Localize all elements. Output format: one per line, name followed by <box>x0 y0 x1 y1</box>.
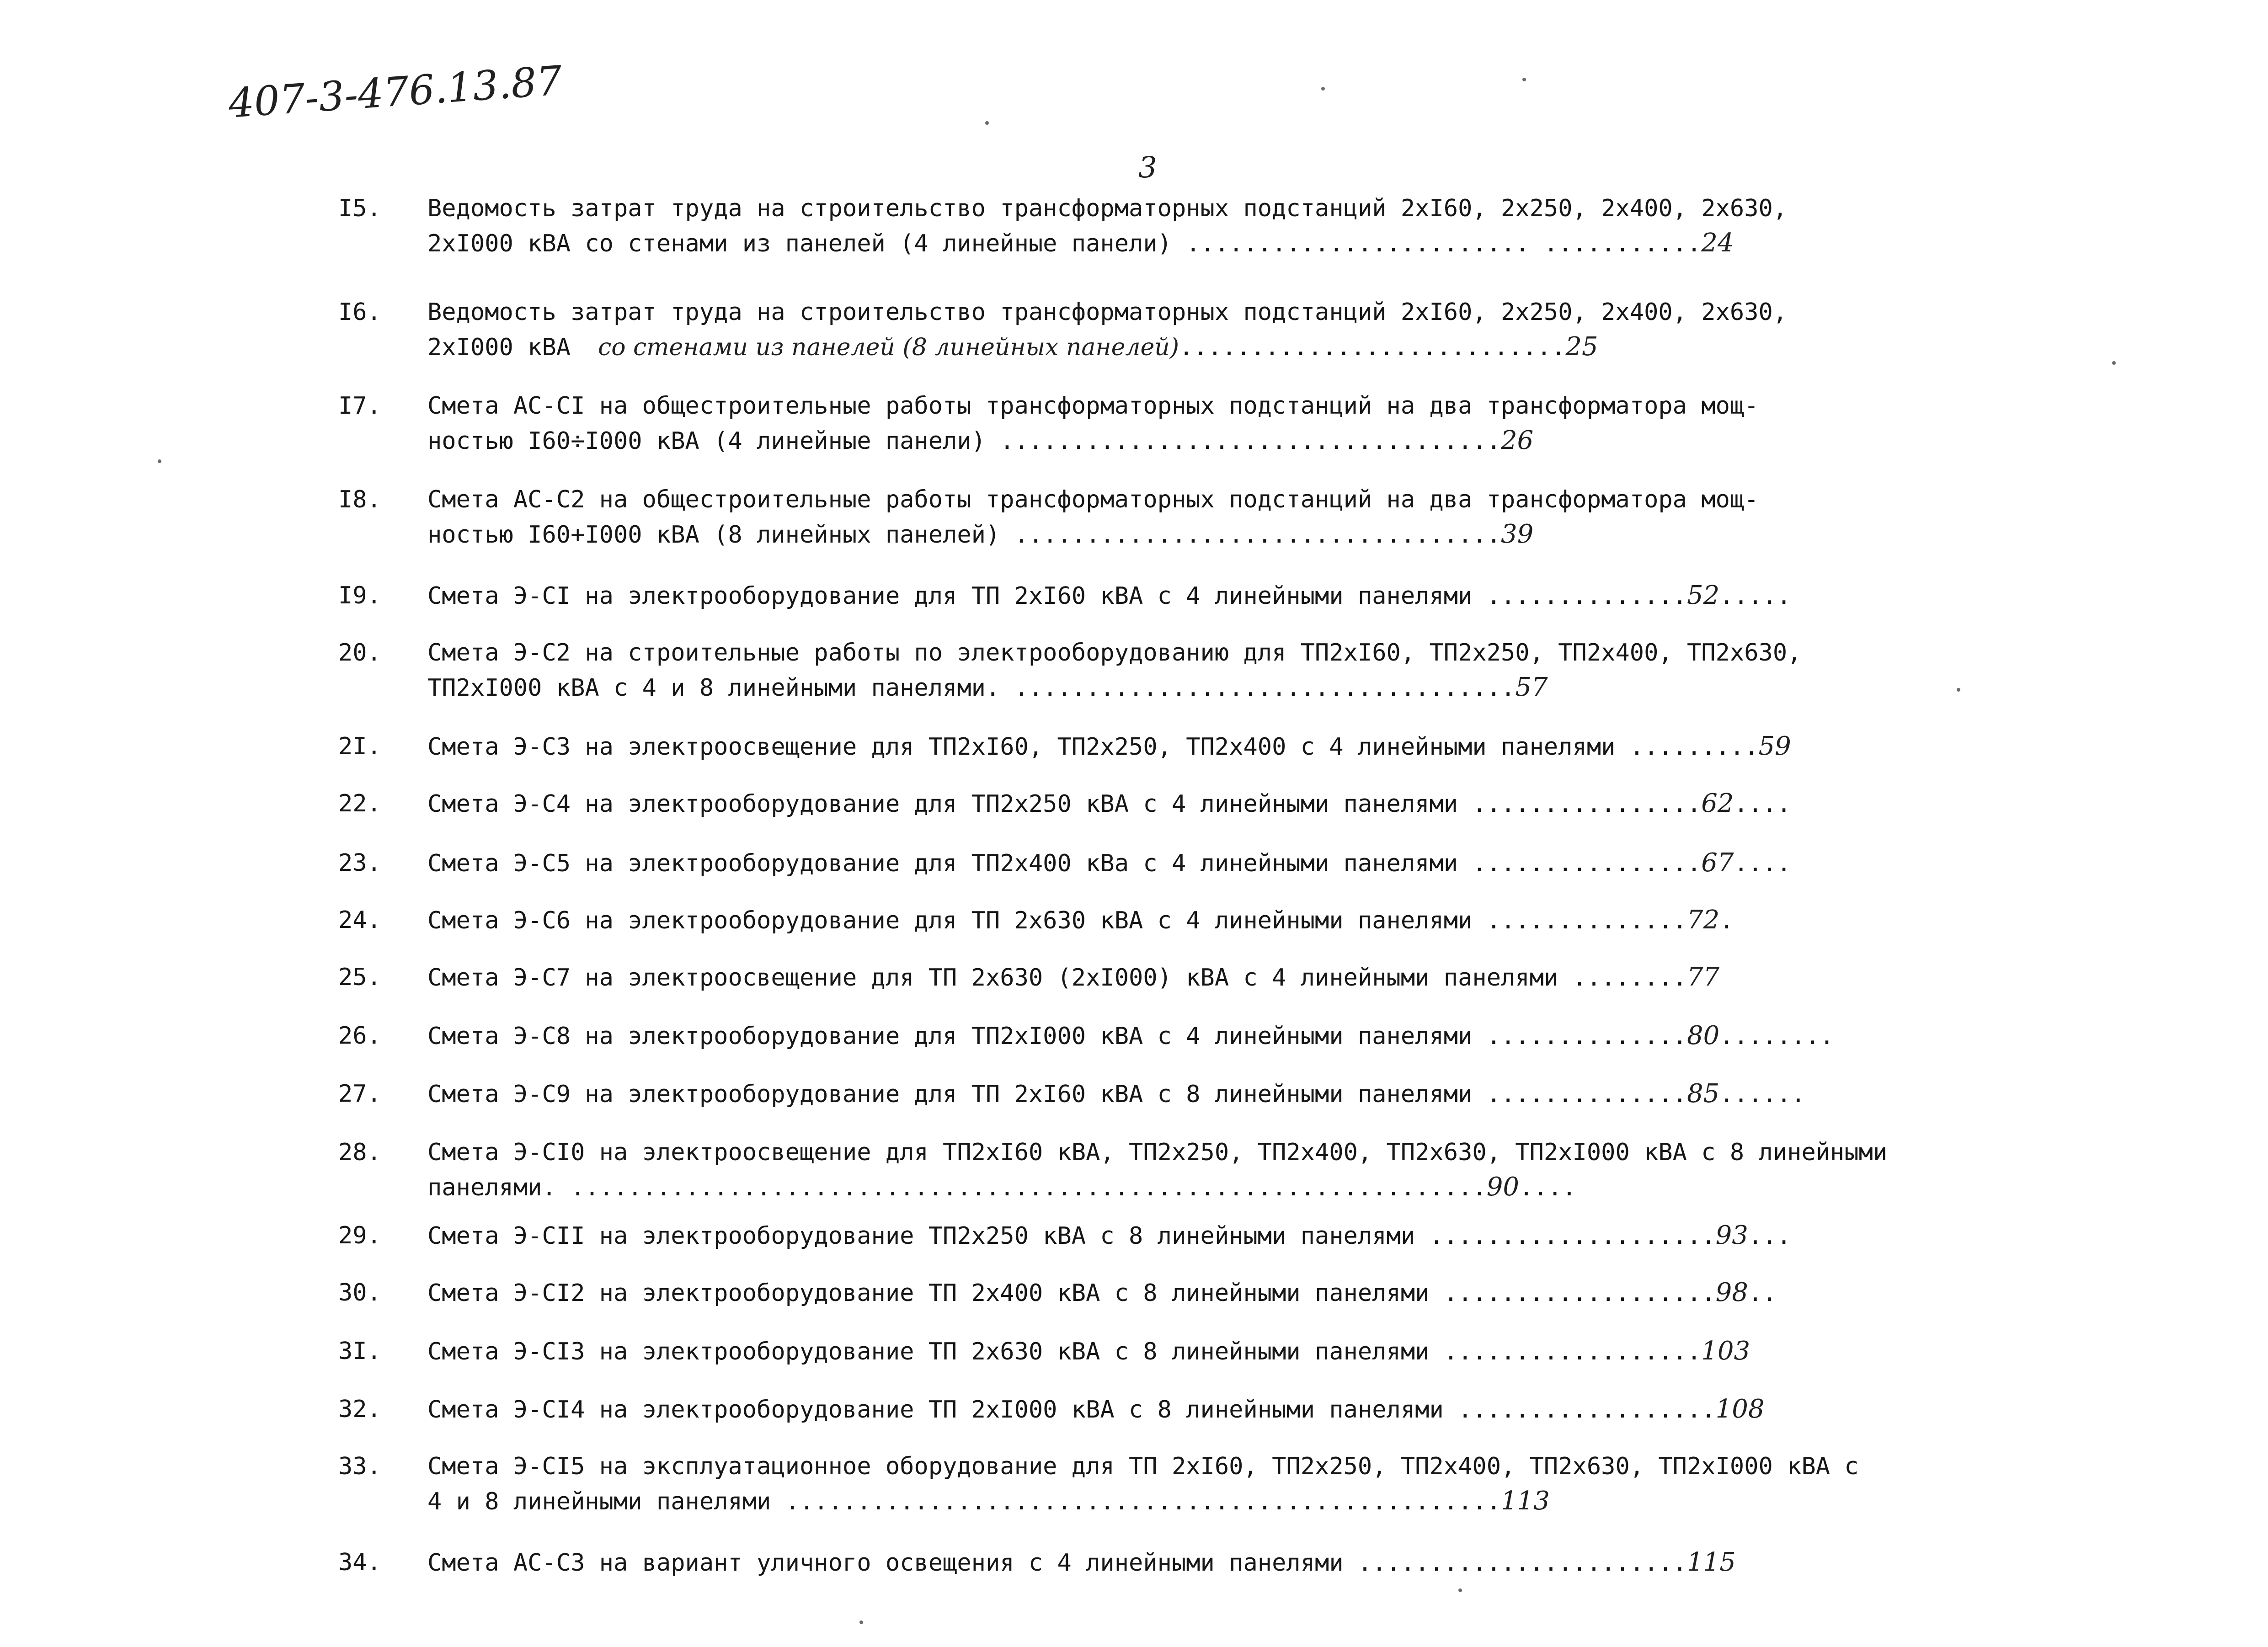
entry-line <box>427 1449 1859 1484</box>
entry-number: 27. <box>338 1080 381 1108</box>
entry-line <box>427 1545 1736 1580</box>
entry-text: Смета Э-СI2 на электрооборудование ТП 2х400 кВА с 8 линейными панелями ................... <box>427 1279 1716 1307</box>
scan-speck <box>1321 87 1325 91</box>
toc-entry <box>0 1275 2268 1310</box>
trailing-dots: .. <box>1748 1279 1777 1307</box>
page-reference: 113 <box>1501 1486 1550 1516</box>
entry-number: 28. <box>338 1139 381 1166</box>
toc-entry <box>0 389 2268 458</box>
entry-line <box>427 330 1598 365</box>
entry-line <box>427 191 1787 226</box>
scan-speck <box>1522 78 1526 81</box>
page-reference: 108 <box>1715 1394 1765 1424</box>
page-number: 3 <box>1138 151 1157 185</box>
entry-text: Смета Э-СII на электрооборудование ТП2х250 кВА с 8 линейными панелями .................... <box>427 1222 1716 1250</box>
entry-line <box>427 295 1787 330</box>
page-reference: 115 <box>1686 1547 1736 1577</box>
toc-entry <box>0 903 2268 938</box>
handwritten-text: со стенами из панелей (8 линейных панелей) <box>598 334 1179 361</box>
entry-number: 22. <box>338 790 381 817</box>
entry-text: Смета Э-СI5 на эксплуатационное оборудование для ТП 2хI60, ТП2х250, ТП2х400, ТП2х630, ТП2хI000 кВА с <box>427 1453 1859 1480</box>
scan-speck <box>985 121 989 125</box>
entry-text: Смета Э-С6 на электрооборудование для ТП 2х630 кВА с 4 линейными панелями .............. <box>427 907 1687 934</box>
entry-line <box>427 1484 1550 1519</box>
entry-text: ностью I60÷I000 кВА (4 линейные панели) ................................... <box>427 427 1501 455</box>
entry-line <box>427 960 1719 995</box>
entry-number: 3I. <box>338 1338 381 1365</box>
entry-number: 33. <box>338 1453 381 1480</box>
entry-text: Смета АС-СI на общестроительные работы трансформаторных подстанций на два трансформатора мощ- <box>427 392 1759 420</box>
toc-entry <box>0 635 2268 705</box>
entry-line <box>427 786 1791 821</box>
entry-line <box>427 1334 1750 1369</box>
entry-text: 4 и 8 линейными панелями .................................................. <box>427 1488 1501 1515</box>
toc-entry <box>0 482 2268 552</box>
toc-entry <box>0 1392 2268 1427</box>
entry-text: 2хI000 кВА со стенами из панелей (4 линейные панели) ........................ ........... <box>427 230 1702 257</box>
page-reference: 90 <box>1486 1172 1519 1202</box>
toc-entry <box>0 578 2268 613</box>
entry-text: Смета Э-С7 на электроосвещение для ТП 2х630 (2хI000) кВА с 4 линейными панелями ........ <box>427 964 1687 991</box>
page-reference: 62 <box>1701 789 1734 818</box>
page-reference: 98 <box>1715 1278 1748 1307</box>
trailing-dots: ... <box>1748 1222 1791 1250</box>
entry-text: Смета Э-С9 на электрооборудование для ТП 2хI60 кВА с 8 линейными панелями .............. <box>427 1081 1687 1108</box>
entry-text: Смета АС-С3 на вариант уличного освещения с 4 линейными панелями ....................... <box>427 1549 1687 1577</box>
entry-text: Ведомость затрат труда на строительство трансформаторных подстанций 2хI60, 2х250, 2х400, 2х630, <box>427 195 1788 222</box>
toc-entry <box>0 1334 2268 1369</box>
entry-text: Смета Э-СI на электрооборудование для ТП 2хI60 кВА с 4 линейными панелями .............. <box>427 582 1687 610</box>
entry-number: 2I. <box>338 733 381 760</box>
trailing-dots: . <box>1719 907 1734 934</box>
scan-speck <box>2112 361 2116 365</box>
toc-entry <box>0 191 2268 261</box>
entry-line <box>427 1275 1777 1311</box>
entry-number: I9. <box>338 582 381 609</box>
entry-number: I6. <box>338 298 381 326</box>
trailing-dots: ..... <box>1719 582 1791 610</box>
entry-line <box>427 729 1791 764</box>
toc-entry <box>0 1218 2268 1253</box>
entry-line <box>427 1170 1576 1205</box>
entry-line <box>427 389 1759 423</box>
entry-line <box>427 1218 1791 1253</box>
trailing-dots: .... <box>1734 850 1791 877</box>
page-reference: 85 <box>1686 1079 1720 1109</box>
entry-line <box>427 1077 1805 1112</box>
entry-number: I8. <box>338 486 381 513</box>
toc-entry <box>0 960 2268 995</box>
page-reference: 39 <box>1501 519 1534 549</box>
page-reference: 24 <box>1701 228 1734 258</box>
entry-number: I7. <box>338 392 381 420</box>
entry-number: 34. <box>338 1549 381 1576</box>
trailing-dots: .... <box>1734 790 1791 818</box>
entry-text: Смета Э-С8 на электрооборудование для ТП2хI000 кВА с 4 линейными панелями .............. <box>427 1023 1687 1050</box>
page-reference: 67 <box>1701 848 1734 878</box>
entry-text: ТП2хI000 кВА с 4 и 8 линейными панелями. ................................... <box>427 674 1516 702</box>
entry-number: 25. <box>338 964 381 991</box>
page-reference: 52 <box>1686 581 1720 610</box>
toc-entry <box>0 1018 2268 1053</box>
entry-line <box>427 578 1791 613</box>
entry-number: I5. <box>338 195 381 222</box>
entry-number: 29. <box>338 1222 381 1249</box>
toc-entry <box>0 786 2268 821</box>
entry-line <box>427 846 1791 881</box>
toc-entry <box>0 1077 2268 1111</box>
entry-line <box>427 1135 1887 1170</box>
page-reference: 25 <box>1565 332 1598 362</box>
page-reference: 80 <box>1686 1021 1720 1050</box>
page-reference: 93 <box>1715 1221 1748 1250</box>
entry-line <box>427 423 1533 458</box>
document-code: 407-3-476.13.87 <box>227 57 564 127</box>
entry-text: Смета Э-СI3 на электрооборудование ТП 2х630 кВА с 8 линейными панелями .................. <box>427 1338 1702 1365</box>
entry-line <box>427 635 1801 670</box>
toc-entry <box>0 846 2268 880</box>
page-reference: 72 <box>1686 905 1720 935</box>
entry-number: 30. <box>338 1279 381 1306</box>
entry-line <box>427 226 1734 261</box>
page-reference: 26 <box>1501 426 1534 455</box>
page-reference: 57 <box>1515 672 1548 702</box>
entry-line <box>427 482 1759 517</box>
page-reference: 77 <box>1686 962 1720 992</box>
entry-text: Смета Э-СI4 на электрооборудование ТП 2хI000 кВА с 8 линейными панелями .................. <box>427 1396 1716 1423</box>
entry-number: 32. <box>338 1396 381 1423</box>
entry-text: Смета Э-С3 на электроосвещение для ТП2хI60, ТП2х250, ТП2х400 с 4 линейными панелями ......... <box>427 733 1759 761</box>
entry-text: 2хI000 кВА <box>427 334 571 361</box>
entry-text: Смета Э-СI0 на электроосвещение для ТП2хI60 кВА, ТП2х250, ТП2х400, ТП2х630, ТП2хI000 кВА с 8 линейными <box>427 1139 1888 1166</box>
trailing-dots: .... <box>1519 1174 1577 1201</box>
toc-entry <box>0 295 2268 364</box>
entry-text: Смета Э-С4 на электрооборудование для ТП2х250 кВА с 4 линейными панелями ................ <box>427 790 1702 818</box>
entry-text: ностью I60+I000 кВА (8 линейных панелей) .................................. <box>427 521 1501 549</box>
toc-entry <box>0 1449 2268 1519</box>
toc-entry <box>0 1135 2268 1205</box>
scan-speck <box>158 459 161 463</box>
toc-entry <box>0 1545 2268 1580</box>
entry-number: 20. <box>338 639 381 666</box>
page-reference: 103 <box>1701 1336 1750 1366</box>
entry-text: панелями. ................................................................ <box>427 1174 1487 1201</box>
scan-speck <box>859 1620 863 1624</box>
trailing-dots: ...... <box>1719 1081 1806 1108</box>
entry-line <box>427 1018 1834 1054</box>
entry-line <box>427 517 1533 552</box>
entry-text: Смета Э-С5 на электрооборудование для ТП2х400 кВа с 4 линейными панелями ................ <box>427 850 1702 877</box>
entry-line <box>427 1392 1765 1427</box>
entry-number: 26. <box>338 1022 381 1050</box>
scan-speck <box>1957 688 1960 692</box>
entry-text: Смета Э-С2 на строительные работы по электрооборудованию для ТП2хI60, ТП2х250, ТП2х400, ТП2х630, <box>427 639 1802 666</box>
leader-dots: ........................... <box>1179 334 1566 361</box>
scan-speck <box>1458 1588 1462 1592</box>
entry-text: Смета АС-С2 на общестроительные работы трансформаторных подстанций на два трансформатора мощ- <box>427 486 1759 513</box>
entry-number: 23. <box>338 849 381 877</box>
page-reference: 59 <box>1758 731 1791 761</box>
entry-number: 24. <box>338 906 381 934</box>
entry-line <box>427 903 1734 938</box>
entry-text: Ведомость затрат труда на строительство трансформаторных подстанций 2хI60, 2х250, 2х400, 2х630, <box>427 298 1788 326</box>
entry-line <box>427 670 1548 705</box>
toc-entry <box>0 729 2268 764</box>
trailing-dots: ........ <box>1719 1023 1834 1050</box>
